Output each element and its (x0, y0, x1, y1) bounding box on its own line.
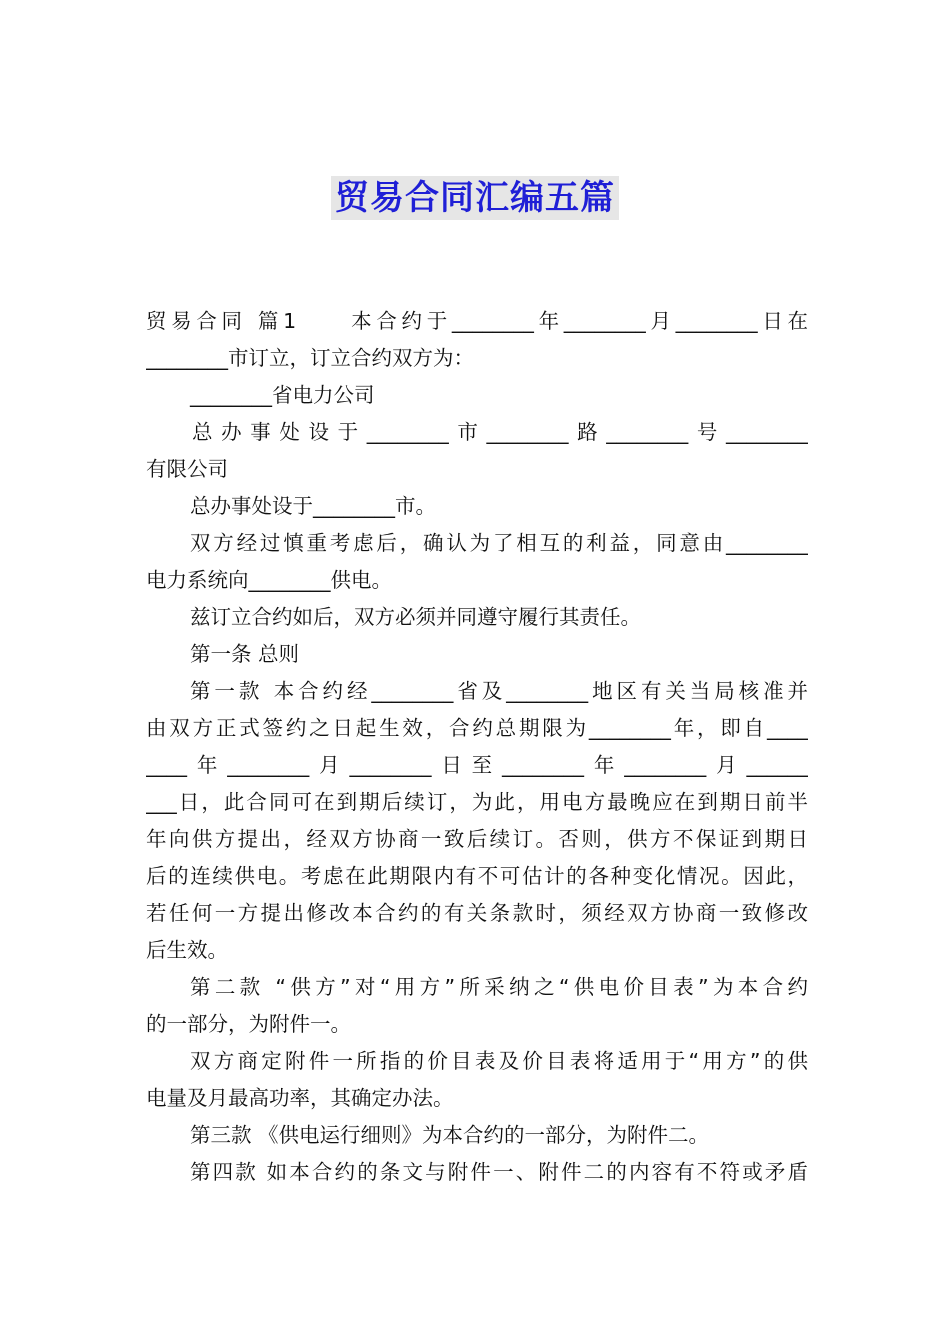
body-line: 双方商定附件一所指的价目表及价目表将适用于“用方”的供 (190, 1049, 808, 1073)
document-title-text: 贸易合同汇编五篇 (331, 176, 619, 220)
body-line: 由双方正式签约之日起生效，合约总期限为________年，即自____ (146, 716, 808, 740)
body-line: 有限公司 (146, 457, 228, 481)
body-line: 第一条 总则 (190, 642, 300, 666)
document-title (0, 176, 950, 220)
body-line: 总办事处设于________市________路________号________ (192, 420, 808, 444)
body-line: 若任何一方提出修改本合约的有关条款时，须经双方协商一致修改 (146, 901, 808, 925)
body-line: 后的连续供电。考虑在此期限内有不可估计的各种变化情况。因此， (146, 864, 808, 888)
body-line: 电量及月最高功率，其确定办法。 (146, 1086, 454, 1110)
body-line: 第一款 本合约经________省及________地区有关当局核准并 (190, 679, 808, 703)
body-line: 第二款 “供方”对“用方”所采纳之“供电价目表”为本合约 (190, 975, 808, 999)
body-line: ________省电力公司 (190, 383, 375, 407)
body-line: 后生效。 (146, 938, 228, 962)
body-line: 总办事处设于________市。 (190, 494, 436, 518)
document-body (146, 303, 808, 1191)
body-line: 贸易合同 篇1 本合约于________年________月________日在 (146, 309, 808, 333)
body-line: ____年________月________日至________年________月______ (146, 753, 808, 777)
body-line: 第三款 《供电运行细则》为本合约的一部分，为附件二。 (190, 1123, 710, 1147)
body-line: 电力系统向________供电。 (146, 568, 392, 592)
body-line: ___日，此合同可在到期后续订，为此，用电方最晚应在到期日前半 (146, 790, 808, 814)
body-line: 年向供方提出，经双方协商一致后续订。否则，供方不保证到期日 (146, 827, 808, 851)
body-line: 双方经过慎重考虑后，确认为了相互的利益，同意由________ (190, 531, 808, 555)
body-line: 兹订立合约如后，双方必须并同遵守履行其责任。 (190, 605, 641, 629)
body-line: 第四款 如本合约的条文与附件一、附件二的内容有不符或矛盾 (190, 1160, 808, 1184)
body-line: 的一部分，为附件一。 (146, 1012, 351, 1036)
body-line: ________市订立，订立合约双方为： (146, 346, 474, 370)
